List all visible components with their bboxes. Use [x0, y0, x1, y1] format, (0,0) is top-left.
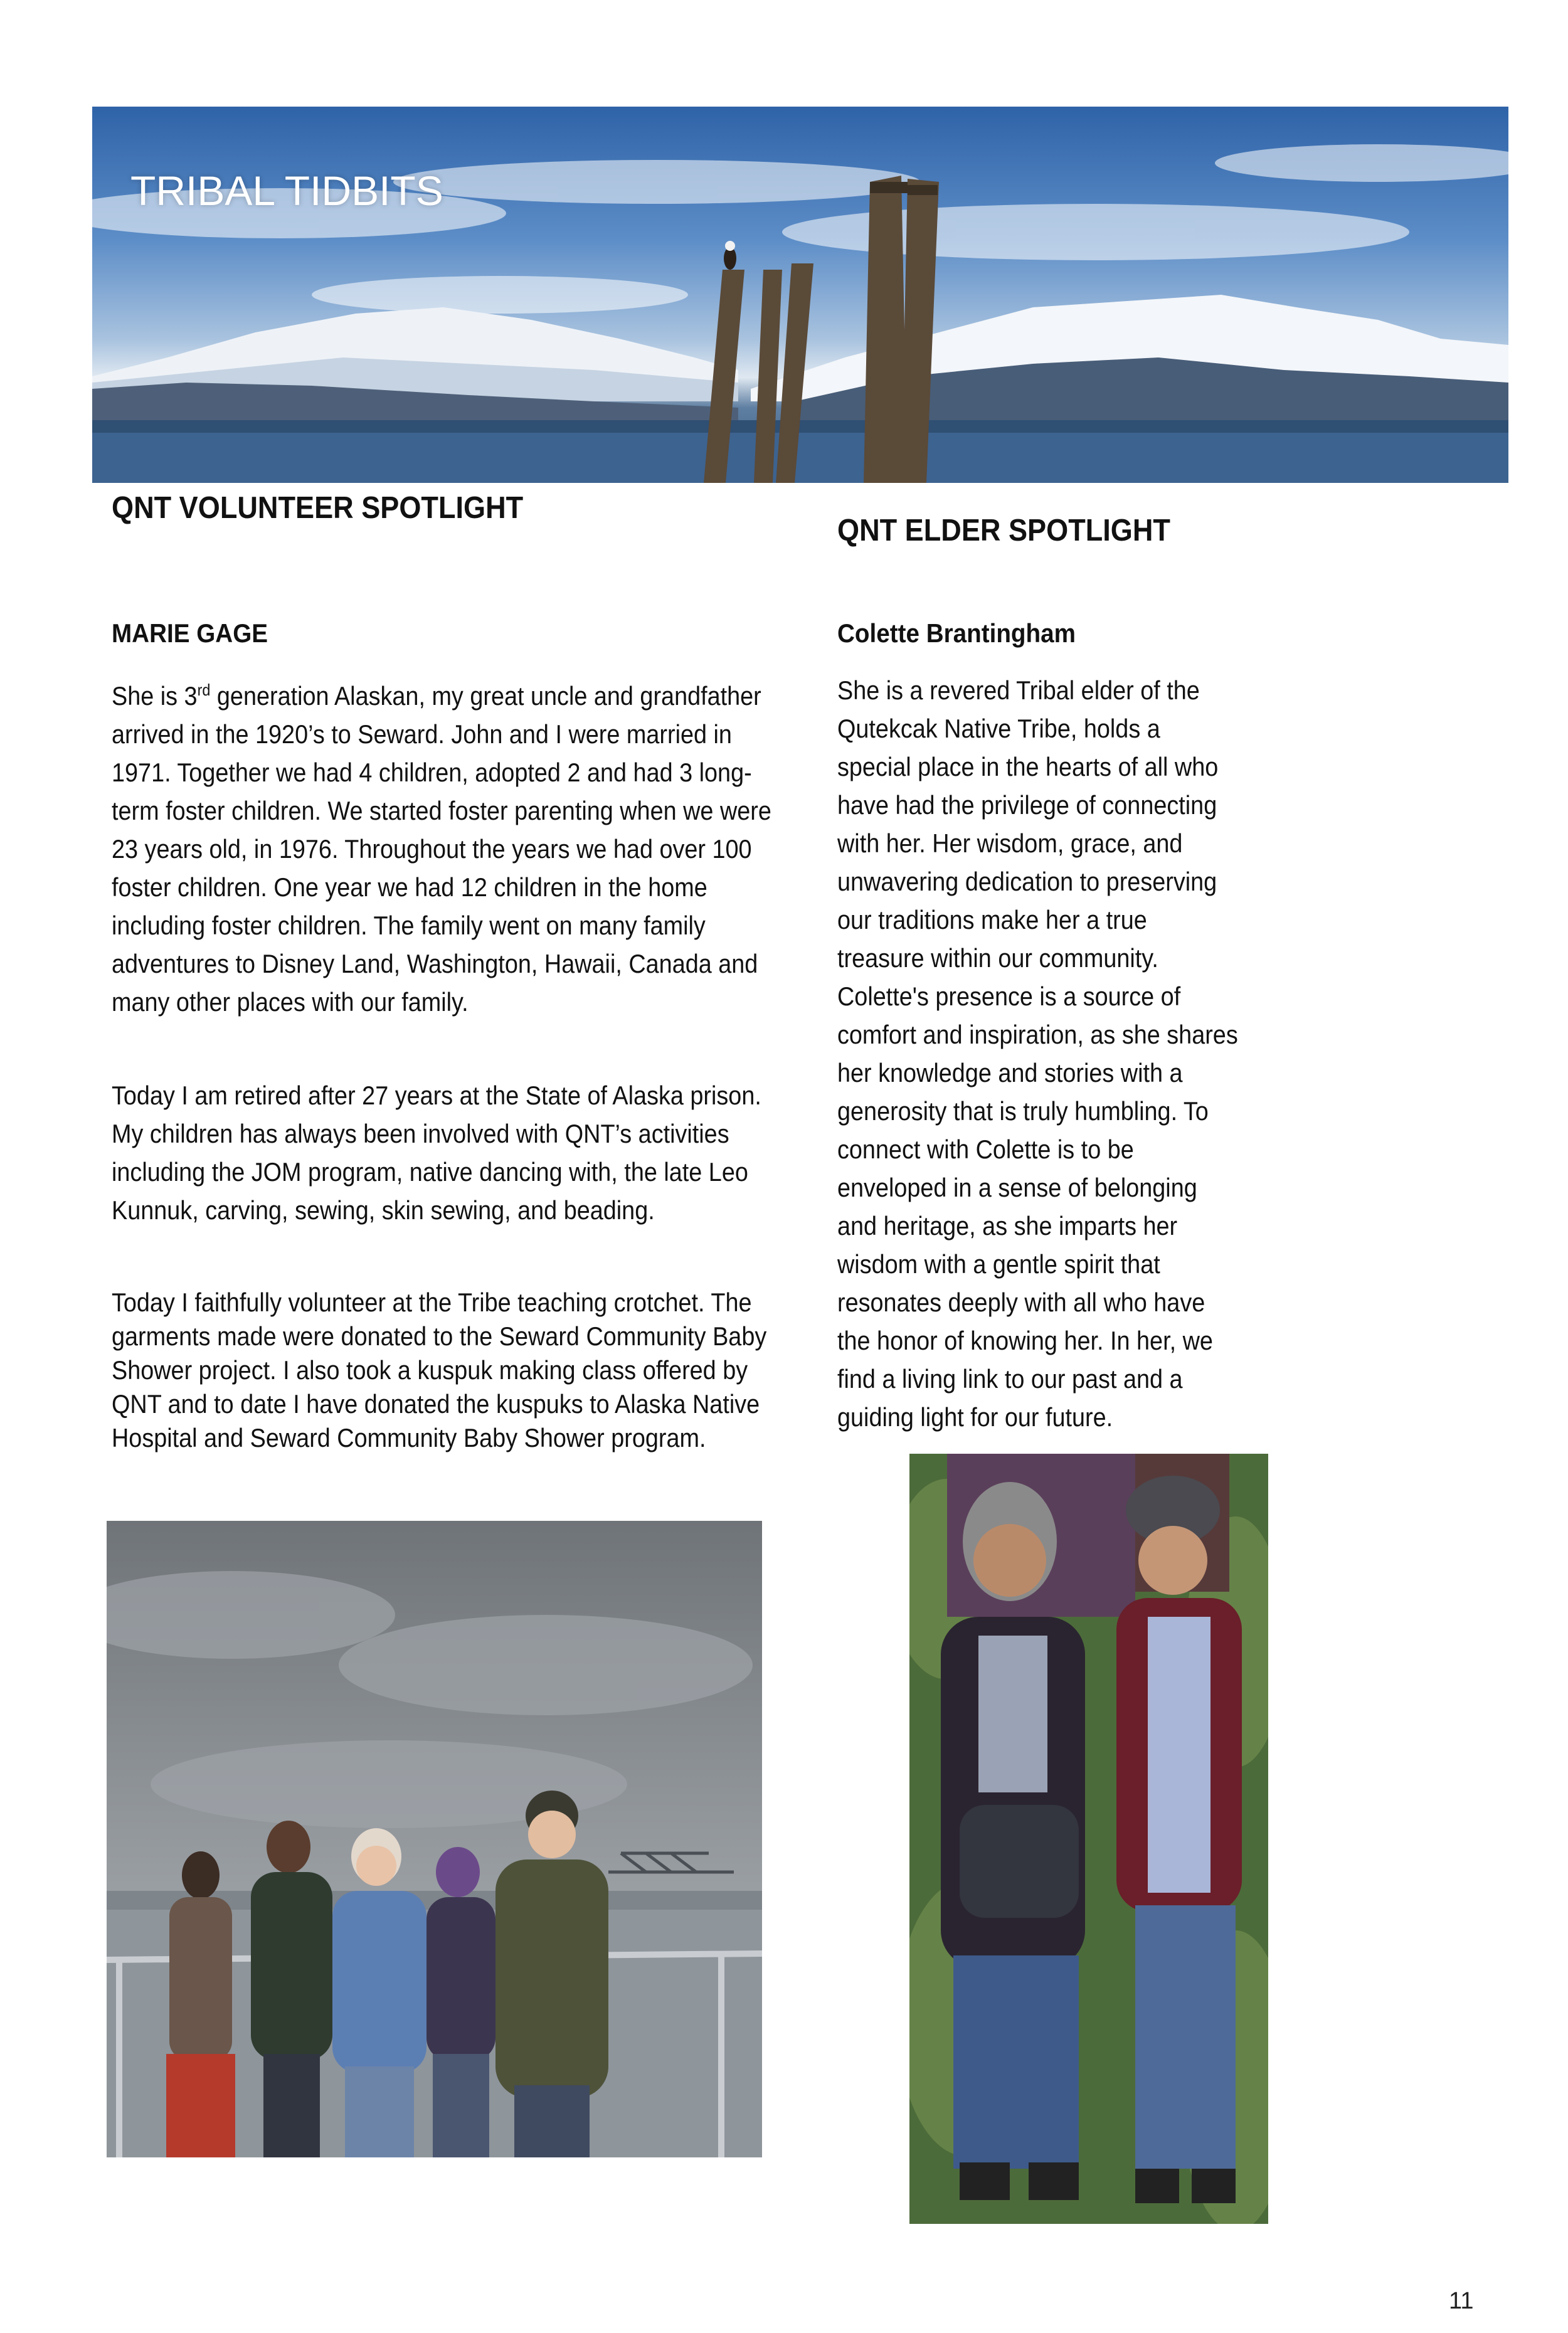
banner-title: TRIBAL TIDBITS	[130, 167, 443, 214]
family-group-photo	[107, 1521, 762, 2157]
elder-paragraph: She is a revered Tribal elder of the Qutekcak Native Tribe, holds a special place in the hearts of all who have had the privilege of connecting with her. Her wisdom, grace, and unwavering dedication to preserving our traditions make her a true treasure within our community. Colette's presence is a source of comfort and inspiration, as she shares her knowledge and stories with a generosity that is truly humbling. To connect with Colette is to be enveloped in a sense of belonging and heritage, as she imparts her wisdom with a gentle spirit that resonates deeply with all who have the honor of knowing her. In her, we find a living link to our past and a guiding light for our future.	[837, 675, 1238, 1432]
page-number: 11	[1449, 2288, 1474, 2314]
volunteer-paragraph-1: She is 3rd generation Alaskan, my great uncle and grandfather arrived in the 1920’s to Seward. John and I were married in 1971. Together we had 4 children, adopted 2 and had 3 long-term foster children. We started foster parenting when we were 23 years old, in 1976. Throughout the years we had over 100 foster children. One year we had 12 children in the home including foster children. The family went on many family adventures to Disney Land, Washington, Hawaii, Canada and many other places with our family.	[112, 680, 771, 1017]
volunteer-section-title: QNT VOLUNTEER SPOTLIGHT	[112, 491, 524, 525]
mountain-landscape-photo	[92, 107, 1508, 483]
family-photo-icon	[107, 1521, 762, 2157]
header-banner	[92, 107, 1508, 483]
elder-section-title: QNT ELDER SPOTLIGHT	[837, 514, 1170, 548]
elder-name: Colette Brantingham	[837, 618, 1076, 648]
elders-photo-icon	[909, 1454, 1268, 2224]
volunteer-paragraph-2: Today I am retired after 27 years at the State of Alaska prison. My children has always been involved with QNT’s activities including the JOM program, native dancing with, the late Leo Kunnuk, carving, sewing, skin sewing, and beading.	[112, 1081, 761, 1225]
volunteer-paragraph-3: Today I faithfully volunteer at the Tribe teaching crotchet. The garments made were donated to the Seward Community Baby Shower project. I also took a kuspuk making class offered by QNT and to date I have donated the kuspuks to Alaska Native Hospital and Seward Community Baby Shower program.	[112, 1288, 767, 1452]
elders-portrait-photo	[909, 1454, 1268, 2224]
volunteer-name: MARIE GAGE	[112, 618, 268, 648]
